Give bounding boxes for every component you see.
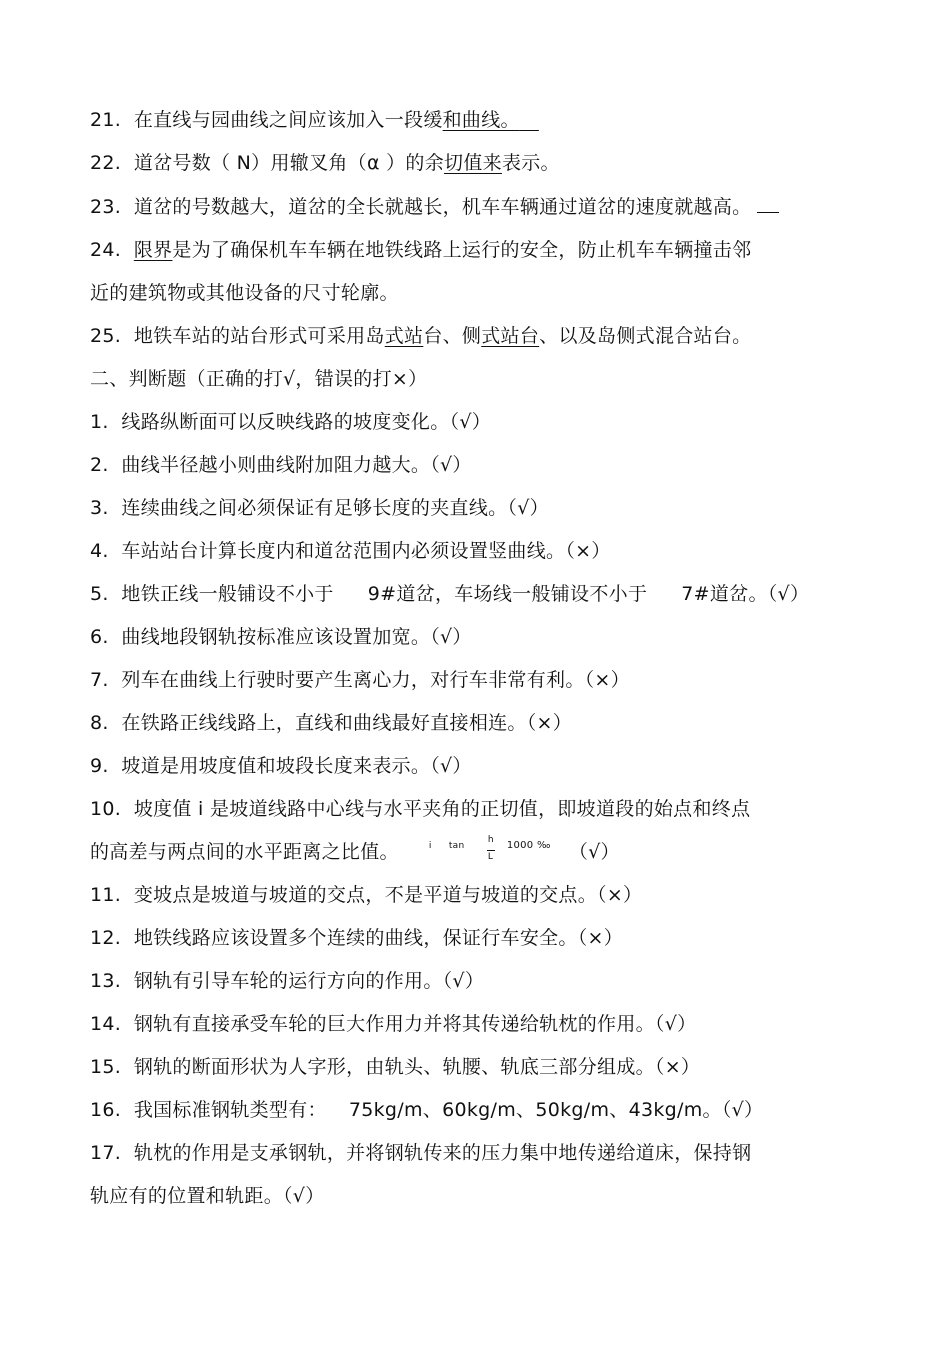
item-number: 3. <box>90 497 109 519</box>
item-number: 14. <box>90 1013 122 1035</box>
item-number: 21. <box>90 109 122 131</box>
answer-mark: （√） <box>568 841 620 863</box>
answer-blank <box>757 196 779 213</box>
item-number: 7. <box>90 669 109 691</box>
item-text: 地铁正线一般铺设不小于 <box>121 583 334 605</box>
judge-item-7 <box>90 667 630 693</box>
item-text: 变坡点是坡道与坡道的交点，不是平道与坡道的交点。（×） <box>133 884 643 906</box>
item-number: 17. <box>90 1142 122 1164</box>
fill-item-23 <box>90 194 779 220</box>
formula-h: h <box>487 835 494 845</box>
fill-item-24 <box>90 237 751 263</box>
item-text: 线路纵断面可以反映线路的坡度变化。（√） <box>121 411 492 433</box>
fill-item-22 <box>90 150 560 176</box>
item-text: 坡道是用坡度值和坡段长度来表示。（√） <box>121 755 472 777</box>
item-text: 钢轨有引导车轮的运行方向的作用。（√） <box>133 970 485 992</box>
answer-blank: 式站台 <box>481 325 540 347</box>
item-number: 16. <box>90 1099 122 1121</box>
item-number: 2. <box>90 454 109 476</box>
item-number: 22. <box>90 152 122 174</box>
item-number: 10. <box>90 798 122 820</box>
item-text: 连续曲线之间必须保证有足够长度的夹直线。（√） <box>121 497 549 519</box>
item-number: 24. <box>90 239 122 261</box>
item-text: 道岔号数（ N）用辙叉角（α ）的余 <box>133 152 445 174</box>
item-text-tail: 7#道岔。（√） <box>681 583 810 605</box>
answer-blank: 限界 <box>133 239 173 261</box>
item-number: 1. <box>90 411 109 433</box>
judge-item-6 <box>90 624 472 650</box>
item-text-tail: 、以及岛侧式混合站台。 <box>539 325 752 347</box>
judge-item-17 <box>90 1140 751 1166</box>
answer-blank: 式站 <box>384 325 424 347</box>
item-text: 轨枕的作用是支承钢轨，并将钢轨传来的压力集中地传递给道床，保持钢 <box>133 1142 752 1164</box>
judge-item-16 <box>90 1097 763 1123</box>
judge-item-8 <box>90 710 572 736</box>
item-text: 钢轨有直接承受车轮的巨大作用力并将其传递给轨枕的作用。（√） <box>133 1013 697 1035</box>
item-number: 11. <box>90 884 122 906</box>
item-number: 9. <box>90 755 109 777</box>
judge-item-12 <box>90 925 623 951</box>
item-text: 地铁线路应该设置多个连续的曲线，保证行车安全。（×） <box>133 927 624 949</box>
judge-item-10-continued <box>90 835 620 865</box>
item-text: 曲线半径越小则曲线附加阻力越大。（√） <box>121 454 472 476</box>
item-number: 13. <box>90 970 122 992</box>
item-number: 5. <box>90 583 109 605</box>
formula-L: L <box>487 852 494 862</box>
answer-blank: 切值来 <box>444 152 502 174</box>
item-number: 23. <box>90 196 122 218</box>
item-text: 在直线与园曲线之间应该加入一段缓 <box>133 109 443 131</box>
judge-item-13 <box>90 968 484 994</box>
judge-item-15 <box>90 1054 700 1080</box>
item-text: 车站站台计算长度内和道岔范围内必须设置竖曲线。（×） <box>121 540 611 562</box>
formula-fraction-bar <box>487 850 495 851</box>
judge-item-1 <box>90 409 491 435</box>
item-number: 12. <box>90 927 122 949</box>
fill-item-25 <box>90 323 751 349</box>
item-number: 8. <box>90 712 109 734</box>
item-text: 地铁车站的站台形式可采用岛 <box>133 325 385 347</box>
fill-item-24-continued: 近的建筑物或其他设备的尺寸轮廓。 <box>90 282 399 304</box>
formula-1000-permil: 1000 ‰ <box>506 840 551 851</box>
item-text: 是为了确保机车车辆在地铁线路上运行的安全，防止机车车辆撞击邻 <box>172 239 752 261</box>
judge-item-17-continued: 轨应有的位置和轨距。（√） <box>90 1185 325 1207</box>
item-text: 我国标准钢轨类型有： <box>133 1099 327 1121</box>
judge-item-9 <box>90 753 472 779</box>
item-number: 15. <box>90 1056 122 1078</box>
item-text-tail: 75kg/m、60kg/m、50kg/m、43kg/m。（√） <box>348 1099 764 1121</box>
item-text: 的高差与两点间的水平距离之比值。 <box>90 841 399 863</box>
fill-item-21 <box>90 107 539 133</box>
judge-item-3 <box>90 495 549 521</box>
answer-blank: 和曲线。 <box>442 109 520 131</box>
judge-item-5 <box>90 581 809 607</box>
section-title: 二、判断题（正确的打√，错误的打×） <box>90 368 428 390</box>
formula-i: i <box>428 841 432 851</box>
item-number: 6. <box>90 626 109 648</box>
answer-blank-tail <box>520 109 539 131</box>
item-text: 坡度值 i 是坡道线路中心线与水平夹角的正切值，即坡道段的始点和终点 <box>133 798 751 820</box>
item-text-mid: 9#道岔，车场线一般铺设不小于 <box>367 583 648 605</box>
formula-tan: tan <box>448 841 465 851</box>
item-text: 列车在曲线上行驶时要产生离心力，对行车非常有利。（×） <box>121 669 630 691</box>
item-text: 曲线地段钢轨按标准应该设置加宽。（√） <box>121 626 472 648</box>
item-text-tail: 表示。 <box>501 152 560 174</box>
item-text: 钢轨的断面形状为人字形，由轨头、轨腰、轨底三部分组成。（×） <box>133 1056 701 1078</box>
item-text: 道岔的号数越大，道岔的全长就越长，机车车辆通过道岔的速度就越高。 <box>133 196 752 218</box>
judge-item-14 <box>90 1011 696 1037</box>
judge-item-2 <box>90 452 472 478</box>
judge-item-11 <box>90 882 642 908</box>
item-number: 4. <box>90 540 109 562</box>
judge-item-10 <box>90 796 750 822</box>
item-number: 25. <box>90 325 122 347</box>
item-text: 在铁路正线线路上，直线和曲线最好直接相连。（×） <box>121 712 573 734</box>
slope-formula <box>428 835 569 865</box>
item-text-mid: 台、侧 <box>423 325 482 347</box>
judge-item-4 <box>90 538 611 564</box>
